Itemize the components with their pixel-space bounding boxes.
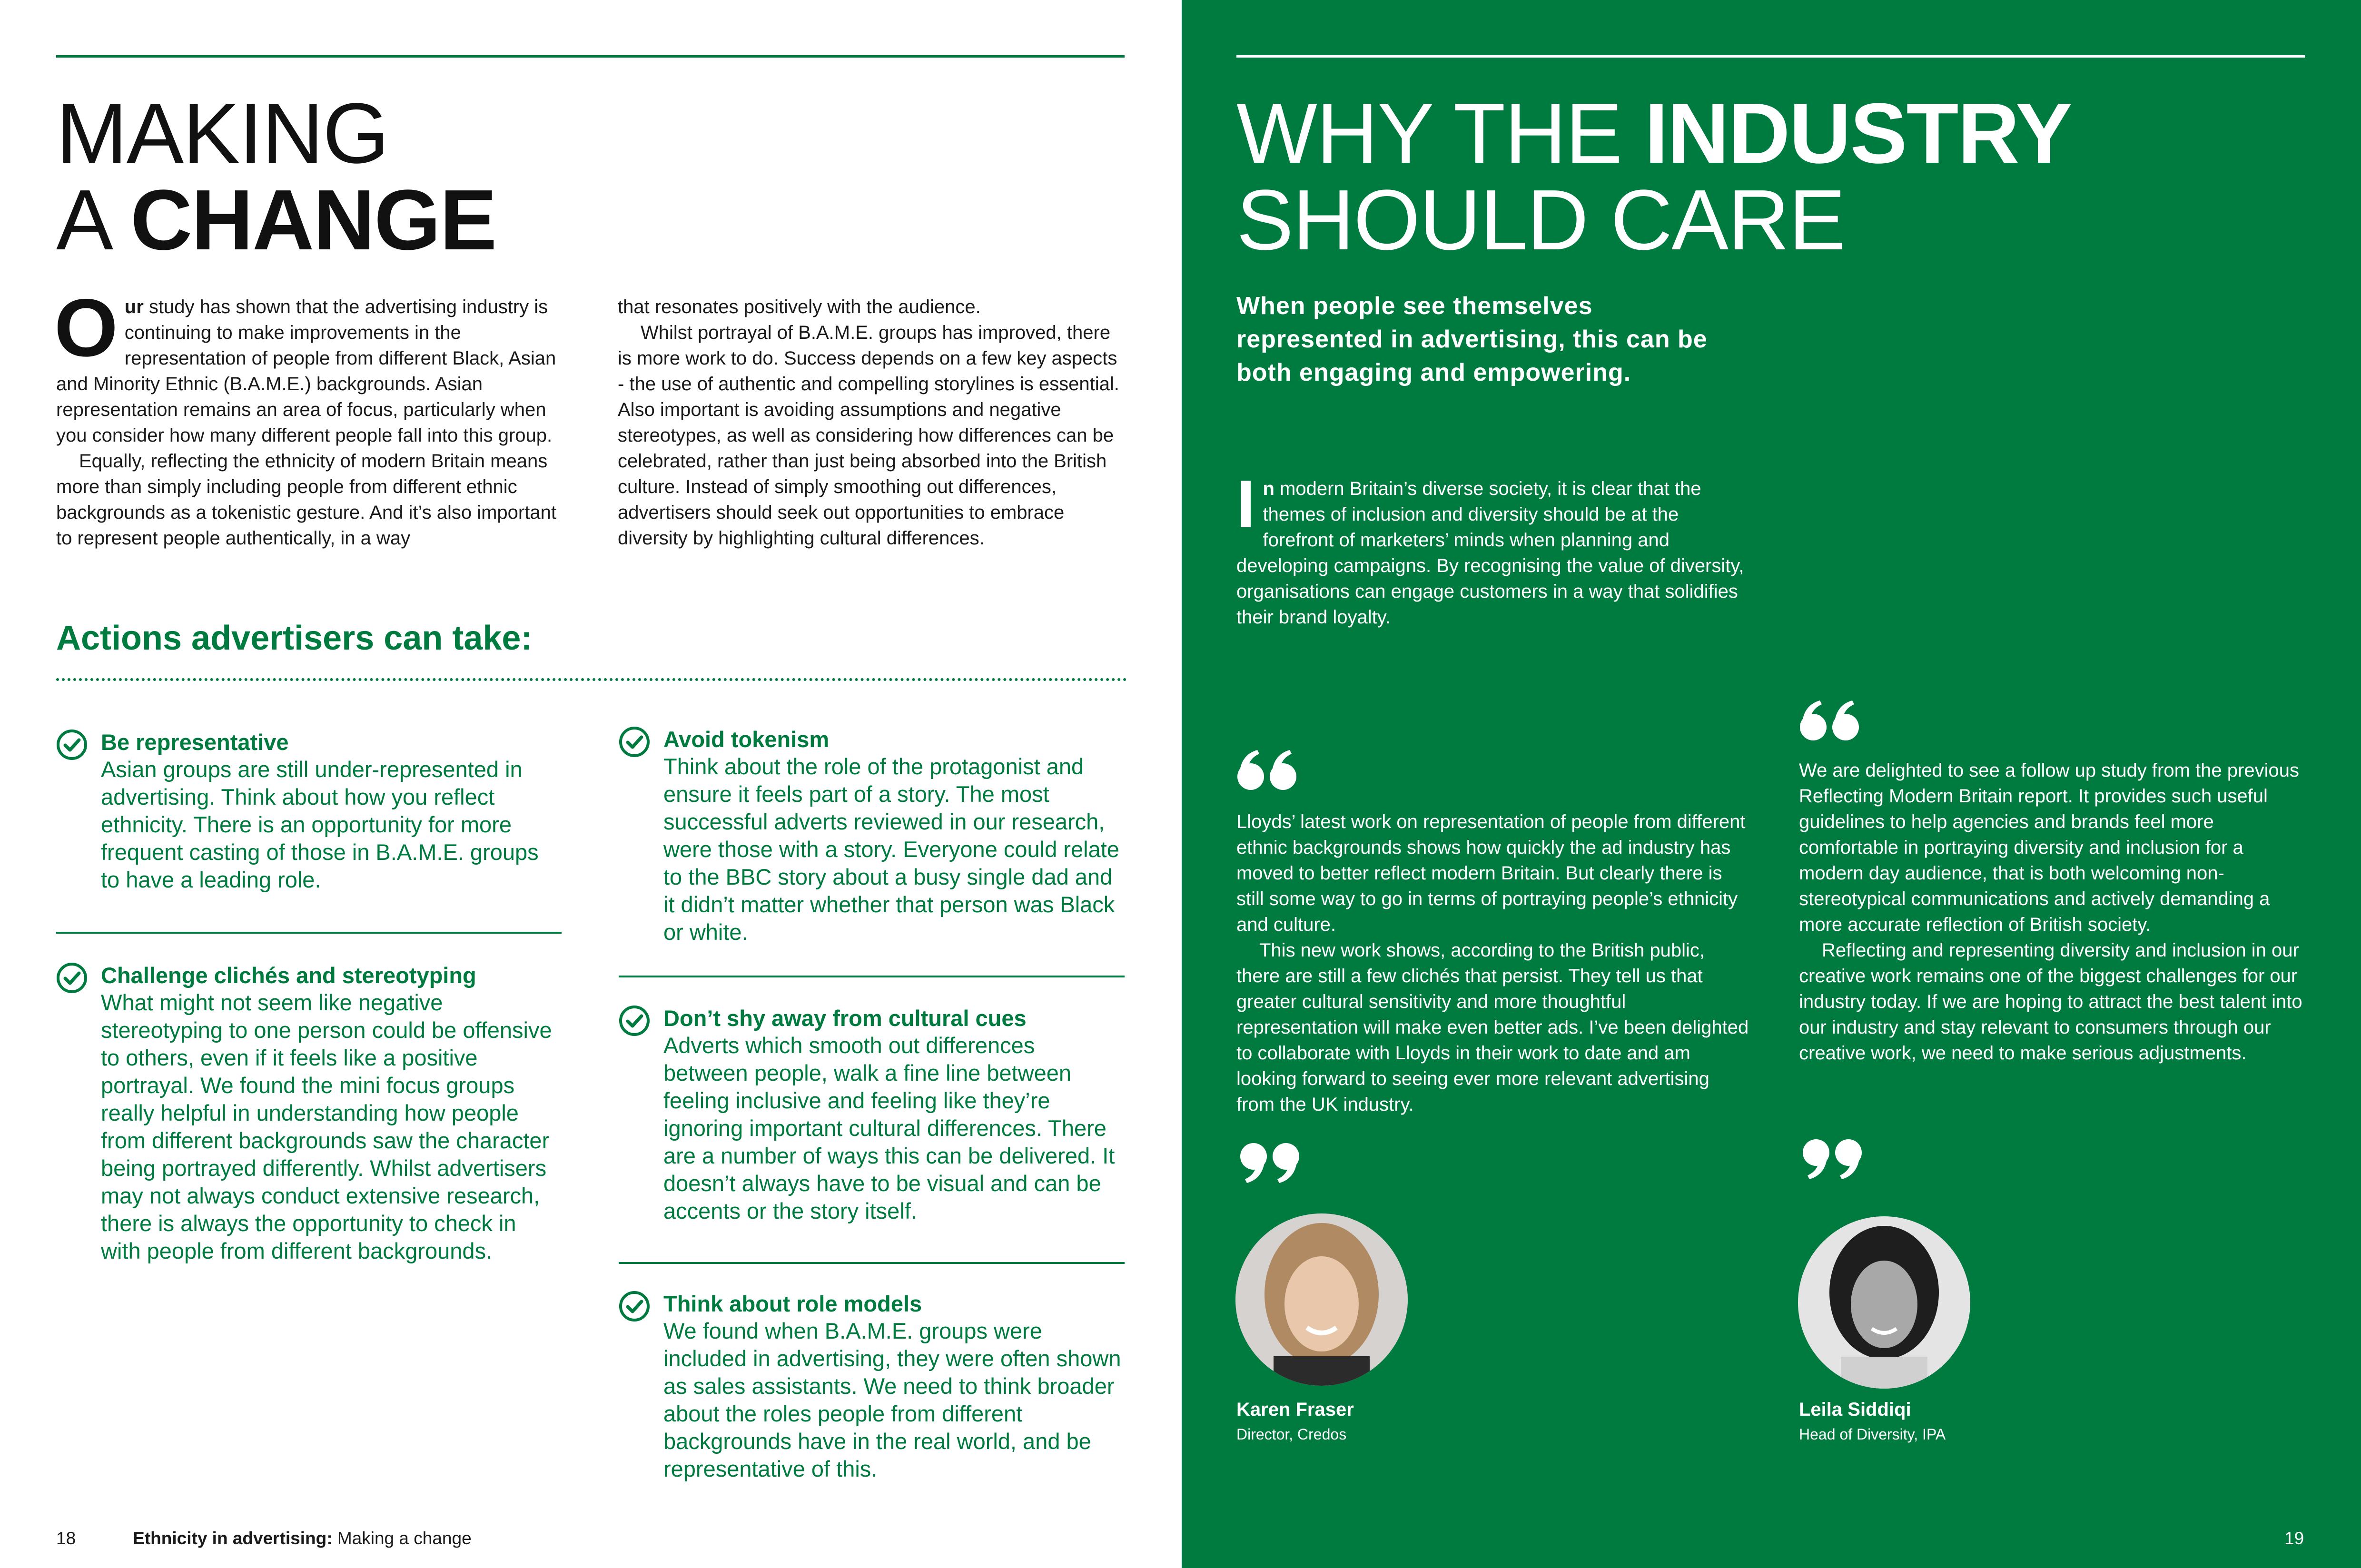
action-role-models xyxy=(619,1291,1123,1483)
check-circle-icon xyxy=(56,729,88,760)
action-cultural-cues xyxy=(619,1005,1123,1225)
page-number-right: 19 xyxy=(2284,1529,2304,1548)
quote-paragraph-1: Lloyds’ latest work on representation of people from different ethnic backgrounds shows how quickly the ad industry has moved to better reflect modern Britain. But clearly there is still some way to go in terms of portraying people’s ethnicity and culture. xyxy=(1236,811,1746,935)
industry-intro-body xyxy=(1236,466,1750,630)
intro-column-1 xyxy=(54,282,565,551)
intro-paragraph-4: Whilst portrayal of B.A.M.E. groups has improved, there is more work to do. Success depends on a few key aspects - the use of authentic and compelling storylines is essential. Also important is avoiding assumptions and negative stereotypes, as well as considering how differences can be celebrated, rather than just being absorbed into the British culture. Instead of simply smoothing out differences, advertisers should seek out opportunities to embrace diversity by highlighting cultural differences. xyxy=(618,322,1119,549)
action-title: Think about role models xyxy=(663,1291,922,1316)
quote-paragraph-2: This new work shows, according to the British public, there are still a few clichés that persist. They tell us that greater cultural sensitivity and more thoughtful representation will make even better ads. I’ve been delighted to collaborate with Lloyds in their work to date and am looking forward to seeing ever more relevant advertising from the UK industry. xyxy=(1236,940,1749,1115)
action-separator xyxy=(619,976,1125,977)
person-name-leila-siddiqi: Leila Siddiqi xyxy=(1799,1399,1911,1420)
footer-publication: Ethnicity in advertising: xyxy=(133,1529,333,1548)
action-text: What might not seem like negative stereotyping to one person could be offensive to others, even if it feels like a positive portrayal. We found the mini focus groups really helpful in understanding how people from different backgrounds saw the character being portrayed differently. Whilst advertisers may not always conduct extensive research, there is always the opportunity to check in with people from different backgrounds. xyxy=(101,990,552,1263)
title-line-2: SHOULD CARE xyxy=(1236,172,1845,268)
intro-column-2 xyxy=(618,294,1127,551)
intro-paragraph-2: Equally, reflecting the ethnicity of modern Britain means more than simply including people from different ethnic backgrounds as a tokenistic gesture. And it’s also important to represent people authentically, in a way xyxy=(56,451,556,549)
drop-cap-i: I xyxy=(1236,466,1255,542)
intro-paragraph-3: that resonates positively with the audience. xyxy=(618,296,981,317)
check-circle-icon xyxy=(56,962,88,994)
dotted-divider xyxy=(56,678,1127,681)
person-role-leila-siddiqi: Head of Diversity, IPA xyxy=(1799,1426,1946,1443)
close-quote-icon xyxy=(1798,1138,1865,1181)
title-line-1-light: WHY THE xyxy=(1236,86,1645,181)
title-line-2-light: A xyxy=(56,172,131,268)
action-text: Asian groups are still under-represented in advertising. Think about how you reflect ethnicity. There is an opportunity for more frequent casting of those in B.A.M.E. groups to have a leading role. xyxy=(101,757,539,892)
quote-paragraph-1: We are delighted to see a follow up study from the previous Reflecting Modern Britain report. It provides such useful guidelines to help agencies and brands feel more comfortable in portraying diversity and inclusion for a modern day audience, that is both welcoming non-stereotypical communications and actively demanding a more accurate reflection of British society. xyxy=(1799,760,2299,935)
industry-lead-bold: n xyxy=(1263,478,1274,499)
drop-cap-o: O xyxy=(54,282,118,374)
avatar-karen-fraser xyxy=(1235,1213,1408,1386)
intro-lead-bold: ur xyxy=(124,296,144,317)
title-line-1: MAKING xyxy=(56,86,389,181)
industry-lead-text: modern Britain’s diverse society, it is clear that the themes of inclusion and diversity should be at the forefront of marketers’ minds when planning and developing campaigns. By recognising the value of diversity, organisations can engage customers in a way that solidifies their brand loyalty. xyxy=(1236,478,1744,628)
top-rule-right xyxy=(1236,55,2305,58)
action-text: We found when B.A.M.E. groups were included in advertising, they were often shown as sales assistants. We need to think broader about the roles people from different backgrounds have in the real world, and be representative of this. xyxy=(663,1318,1121,1481)
open-quote-icon xyxy=(1798,699,1865,741)
close-quote-icon xyxy=(1235,1142,1302,1185)
action-text: Think about the role of the protagonist and ensure it feels part of a story. The most successful adverts reviewed in our research, were those with a story. Everyone could relate to the BBC story about a busy single dad and it didn’t matter whether that person was Black or white. xyxy=(663,754,1119,945)
action-title: Don’t shy away from cultural cues xyxy=(663,1006,1027,1031)
page-title-making-a-change xyxy=(56,86,496,268)
action-avoid-tokenism xyxy=(619,726,1123,946)
quote-leila-siddiqi xyxy=(1799,758,2313,1066)
title-line-2-bold: CHANGE xyxy=(130,172,496,268)
action-challenge-cliches xyxy=(56,962,561,1265)
check-circle-icon xyxy=(619,1291,650,1322)
title-line-1-bold: INDUSTRY xyxy=(1644,86,2072,181)
check-circle-icon xyxy=(619,726,650,758)
action-text: Adverts which smooth out differences between people, walk a fine line between feeling inclusive and feeling like they’re ignoring important cultural differences. There are a number of ways this can be delivered. It doesn’t always have to be visual and can be accents or the story itself. xyxy=(663,1033,1115,1223)
top-rule-left xyxy=(56,55,1125,58)
intro-paragraph-1 xyxy=(54,282,565,448)
page-number-left: 18 xyxy=(56,1529,76,1548)
action-title: Avoid tokenism xyxy=(663,727,830,752)
action-separator xyxy=(56,932,562,934)
action-separator xyxy=(619,1262,1125,1264)
avatar-leila-siddiqi xyxy=(1798,1216,1970,1389)
person-name-karen-fraser: Karen Fraser xyxy=(1236,1399,1354,1420)
person-role-karen-fraser: Director, Credos xyxy=(1236,1426,1347,1443)
footer-left xyxy=(56,1529,472,1548)
action-title: Challenge clichés and stereotyping xyxy=(101,963,476,988)
open-quote-icon xyxy=(1235,748,1302,791)
actions-heading: Actions advertisers can take: xyxy=(56,619,533,657)
page-title-why-industry-should-care xyxy=(1236,86,2072,268)
intro-lead-text: study has shown that the advertising industry is continuing to make improvements in the representation of people from different Black, Asian and Minority Ethnic (B.A.M.E.) backgrounds. Asian representation remains an area of focus, particularly when you consider how many different people fall into this group. xyxy=(56,296,556,446)
quote-paragraph-2: Reflecting and representing diversity and inclusion in our creative work remains one of the biggest challenges for our industry today. If we are hoping to attract the best talent into our industry and stay relevant to consumers through our creative work, we need to make serious adjustments. xyxy=(1799,940,2302,1064)
industry-paragraph xyxy=(1236,466,1750,630)
quote-karen-fraser xyxy=(1236,809,1750,1117)
action-be-representative xyxy=(56,729,561,894)
intro-statement: When people see themselves represented in advertising, this can be both engaging and empowering. xyxy=(1236,292,1708,386)
action-title: Be representative xyxy=(101,730,289,755)
check-circle-icon xyxy=(619,1005,650,1036)
footer-section: Making a change xyxy=(332,1529,472,1548)
